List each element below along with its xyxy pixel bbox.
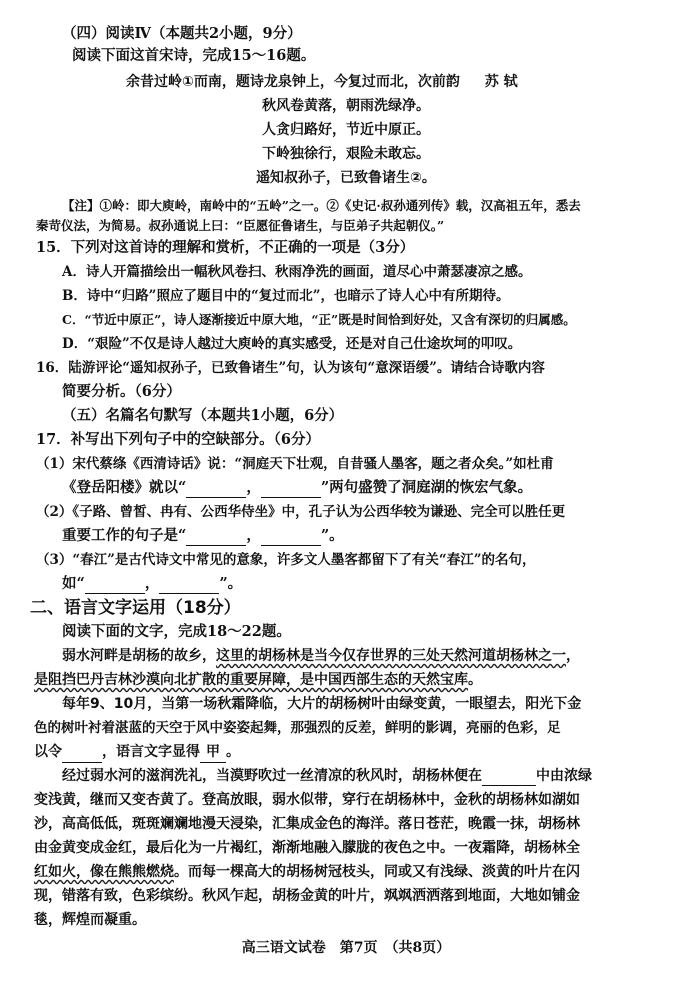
q17-s2-pre: 重要工作的句子是“ [62, 527, 187, 544]
passage-p3-line3: 沙，高高低低，斑斑斓斓地漫天浸染，汇集成金色的海洋。落日苍茫，晚霞一抹，胡杨林 [34, 816, 580, 832]
passage-p2-pre: 以令 [34, 744, 62, 760]
q17-s3-line1: （3）“春江”是古代诗文中常见的意象，许多文人墨客都留下了有关“春江”的名句， [36, 552, 536, 568]
q17-stem: 17．补写出下列句子中的空缺部分。（6分） [36, 431, 321, 448]
q17-s2-mid: ， [246, 527, 261, 544]
q17-blank-4[interactable] [261, 531, 321, 546]
passage-p1-a: 弱水河畔是胡杨的故乡， [62, 648, 216, 664]
passage-p3-line5 [34, 862, 580, 882]
q17-s3-mid: ， [144, 575, 160, 592]
poem-line-4: 遥知叔孙子，已致鲁诸生②。 [256, 170, 436, 186]
passage-p3-pre: 经过弱水河的滋润洗礼，当漠野吹过一丝清凉的秋风时，胡杨林便在 [62, 768, 482, 784]
q17-s1-line1: （1）宋代蔡绦《西清诗话》说：“洞庭天下壮观，自昔骚人墨客，题之者众矣。”如杜甫 [36, 456, 554, 472]
q15-option-c: C．“节近中原正”，诗人逐渐接近中原大地，“正”既是时间恰到好处，又含有深切的归属感。 [62, 312, 576, 327]
q17-s1-pre: 《登岳阳楼》就以“ [62, 479, 187, 496]
poem-line-3: 下岭独徐行，艰险未敢忘。 [262, 146, 430, 162]
part5-heading: （五）名篇名句默写（本题共1小题，6分） [62, 407, 344, 424]
q16-line-2: 简要分析。（6分） [62, 383, 181, 400]
q17-s2-line1: （2）《子路、曾皙、冉有、公西华侍坐》中，孔子认为公西华较为谦逊、完全可以胜任更 [36, 504, 566, 520]
q15-option-d: D．“艰险”不仅是诗人越过大庾岭的真实感受，还是对自己仕途坎坷的叩叹。 [62, 336, 522, 352]
q17-s1-post: ”两句盛赞了洞庭湖的恢宏气象。 [320, 479, 533, 496]
q17-s3-post: ”。 [219, 575, 243, 592]
poem-author: 苏 轼 [484, 74, 518, 90]
q17-blank-3[interactable] [186, 531, 246, 546]
q17-blank-1[interactable] [186, 483, 246, 498]
passage-p1-d: 是阻挡巴丹吉林沙漠向北扩散的重要屏障，是中国西部生态的天然宝库 [34, 672, 468, 688]
passage-p1-line2 [34, 670, 482, 690]
poem-title [126, 72, 518, 92]
passage-blank-p3[interactable] [482, 771, 536, 786]
q15-stem: 15．下列对这首诗的理解和赏析，不正确的一项是（3分） [36, 239, 415, 256]
passage-blank-p2[interactable] [62, 748, 102, 763]
passage-p3-line4: 由金黄变成金红，最后化为一片褐红，渐渐地融入朦胧的夜色之中。一夜霜降，胡杨林全 [34, 840, 580, 856]
poem-title-text: 余昔过岭①而南，题诗龙泉钟上，今复过而北，次前韵 [126, 74, 460, 90]
q17-s2-post: ”。 [320, 527, 344, 544]
q17-s1-line2 [62, 478, 532, 498]
passage-p2-line3 [34, 742, 240, 763]
part4-heading: （四）阅读Ⅳ（本题共2小题，9分） [62, 25, 302, 42]
part4-instruction: 阅读下面这首宋诗，完成15～16题。 [72, 47, 316, 64]
q17-s2-line2 [62, 526, 344, 546]
passage-p2-post: 。 [226, 744, 240, 760]
passage-p3-line6: 现，错落有致，色彩缤纷。秋风乍起，胡杨金黄的叶片，飒飒洒洒落到地面，大地如铺金 [34, 888, 580, 904]
q17-blank-6[interactable] [159, 579, 219, 594]
poem-line-2: 人贪归路好，节近中原正。 [262, 122, 430, 138]
passage-p2-mid: ，语言文字显得 [102, 744, 200, 760]
passage-p3-rest: 。而每一棵高大的胡杨树冠枝头，同或又有浅绿、淡黄的叶片在闪 [174, 864, 580, 880]
passage-p1-b: 这里的胡杨林是当今仅存世界的三处天然河道胡杨林之一 [216, 648, 566, 664]
passage-p2-line1: 每年9、10月，当第一场秋霜降临，大片的胡杨树叶由绿变黄，一眼望去，阳光下金 [62, 696, 582, 712]
passage-p3-line1 [62, 766, 592, 786]
poem-note-1: 【注】①岭：即大庾岭，南岭中的“五岭”之一。②《史记·叔孙通列传》载，汉高祖五年，悉去 [62, 198, 581, 213]
passage-p1-c: ， [566, 648, 580, 664]
passage-p2-line2: 色的树叶衬着湛蓝的天空于风中姿姿起舞，那强烈的反差，鲜明的影调，亮丽的色彩，足 [34, 720, 561, 736]
passage-p1-e: 。 [468, 672, 482, 688]
passage-p3-wavy: 红如火，像在熊熊燃烧 [34, 864, 174, 880]
passage-p3-line7: 毯，辉煌而凝重。 [34, 912, 146, 928]
part2-instruction: 阅读下面的文字，完成18～22题。 [62, 623, 291, 640]
q16-line-1: 16．陆游评论“遥知叔孙子，已致鲁诸生”句，认为该句“意深语缓”。请结合诗歌内容 [36, 360, 545, 376]
q17-s3-line2 [62, 574, 242, 594]
poem-note-2: 秦苛仪法，为简易。叔孙通说上曰：“臣愿征鲁诸生，与臣弟子共起朝仪。” [36, 218, 445, 233]
poem-line-1: 秋风卷黄落，朝雨洗绿净。 [262, 98, 430, 114]
passage-p3-post: 中由浓绿 [536, 768, 592, 784]
page-footer: 高三语文试卷 第7页 （共8页） [241, 940, 451, 956]
part2-heading: 二、语言文字运用（18分） [30, 598, 241, 618]
passage-p3-line2: 变浅黄，继而又变杏黄了。登高放眼，弱水似带，穿行在胡杨林中，金秋的胡杨林如湖如 [34, 792, 580, 808]
q15-option-b: B．诗中“归路”照应了题目中的“复过而北”，也暗示了诗人心中有所期待。 [62, 288, 510, 304]
passage-p1-line1 [62, 646, 580, 666]
q17-blank-5[interactable] [85, 579, 145, 594]
q17-s1-mid: ， [246, 479, 261, 496]
passage-blank-jia[interactable]: 甲 [200, 742, 226, 763]
q17-s3-pre: 如“ [62, 575, 85, 592]
q17-blank-2[interactable] [261, 483, 321, 498]
q15-option-a: A．诗人开篇描绘出一幅秋风卷扫、秋雨净洗的画面，道尽心中萧瑟凄凉之感。 [62, 264, 532, 280]
